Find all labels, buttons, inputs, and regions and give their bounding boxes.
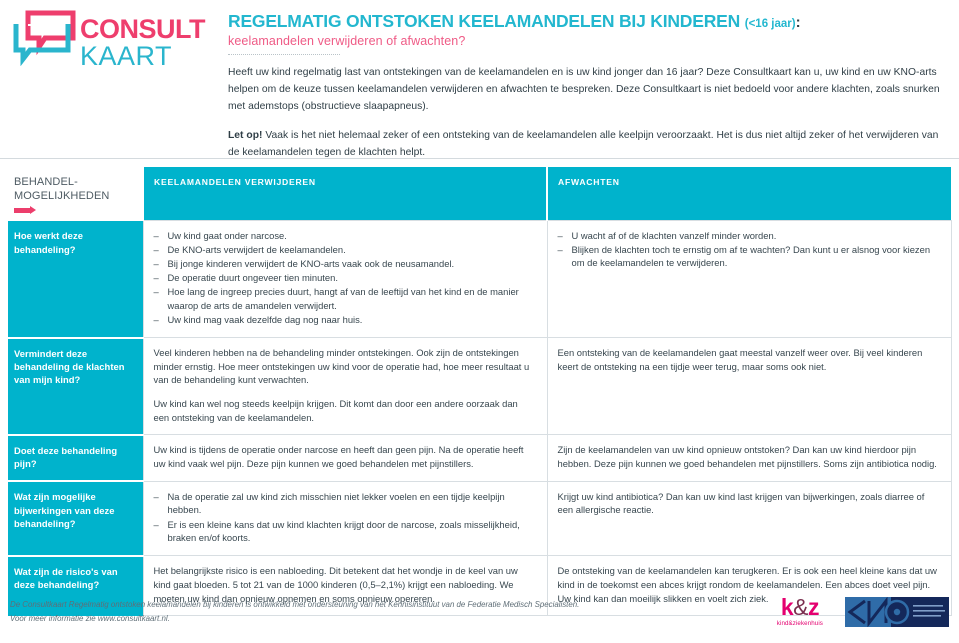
page-header: [0, 0, 959, 158]
list-item: – Blijken de klachten toch te ernstig om af te wachten? Dan kunt u er alsnog voor kiezen om de keelamandelen te verwijderen.: [558, 243, 939, 270]
column-header-afwachten: AFWACHTEN: [547, 167, 951, 220]
kz-logo-amp: &: [793, 593, 808, 620]
row-label: Vermindert deze behandeling de klachten van mijn kind?: [8, 338, 143, 435]
row-label: Hoe werkt deze behandeling?: [8, 220, 143, 337]
cell-afwachten: [547, 220, 951, 337]
intro-paragraph-2: [228, 128, 945, 161]
cell-paragraph: Uw kind is tijdens de operatie onder narcose en heeft dan geen pijn. Na de operatie heeft uw kind vaak wel pijn. Deze pijn kunnen we goed behandelen met pijnstillers.: [153, 444, 524, 469]
list-item: – Hoe lang de ingreep precies duurt, hangt af van de leeftijd van het kind en de manier waarop de arts de amandelen verwijdert.: [154, 285, 535, 312]
cell-afwachten: [547, 481, 951, 556]
header-text-block: [228, 8, 959, 158]
list-item: – Uw kind mag vaak dezelfde dag nog naar huis.: [154, 313, 535, 327]
intro-paragraph-1: Heeft uw kind regelmatig last van ontstekingen van de keelamandelen en is uw kind jonger dan 16 jaar? Deze Consultkaart kan u, uw kind en uw KNO-arts helpen om de keuze tussen keelamandelen verwijderen en afwachten te bespreken. Deze Consultkaart is niet bedoeld voor andere klachten, zoals snurken met ademstops (obstructieve slaapapneus).: [228, 67, 940, 112]
note-text: Vaak is het niet helemaal zeker of een ontsteking van de keelamandelen alle keelpijn veroorzaakt. Het is dus niet altijd zeker of het verwijderen van de keelamandelen tegen de klachten helpt.: [228, 130, 939, 158]
note-label: Let op!: [228, 130, 263, 142]
cell-afwachten: [547, 435, 951, 482]
footer-logos: [776, 593, 951, 628]
table-row: [8, 435, 951, 482]
list-item: – De operatie duurt ongeveer tien minuten.: [154, 271, 535, 285]
logo-text-kaart: KAART: [80, 41, 173, 71]
kz-logo-z: z: [807, 593, 819, 620]
kz-logo-k: k: [780, 593, 794, 620]
kz-logo-subtitle: kind&ziekenhuis: [776, 620, 823, 628]
kno-vereniging-logo: [845, 597, 949, 627]
footer-credit-line1: De Consultkaart Regelmatig ontstoken keelamandelen bij kinderen is ontwikkeld met ondersteuning van het Kennisinstituut van de Federatie Medisch Specialisten.: [10, 600, 580, 610]
page-footer: [0, 585, 959, 643]
cell-paragraph: Krijgt uw kind antibiotica? Dan kan uw kind last krijgen van bijwerkingen, zoals diarree of een allergische reactie.: [557, 490, 925, 516]
list-item: – Er is een kleine kans dat uw kind klachten krijgt door de narcose, zoals misselijkheid, braken en/of koorts.: [154, 518, 535, 545]
treatment-options-table: [8, 167, 952, 616]
row-label: Doet deze behandeling pijn?: [8, 435, 143, 482]
logo-text-consult: CONSULT: [80, 14, 205, 44]
cell-paragraph: De ontsteking van de keelamandelen kan terugkeren. Er is ook een heel kleine kans dat uw kind in de toekomst een abces krijgt rondom de keelamandelen. Een abces doet veel pijn. Uw kind kan dan moeilijk slikken en voelt zich ziek.: [557, 565, 937, 604]
list-item: – De KNO-arts verwijdert de keelamandelen.: [154, 243, 535, 257]
page-subtitle: keelamandelen verwijderen of afwachten?: [228, 34, 466, 49]
list-item: – Na de operatie zal uw kind zich misschien niet lekker voelen en een tijdje keelpijn hebben.: [154, 490, 535, 517]
page-title-qualifier: (<16 jaar): [744, 18, 796, 30]
page-title: [228, 11, 945, 31]
row-label: Wat zijn mogelijke bijwerkingen van deze behandeling?: [8, 481, 143, 556]
cell-afwachten: [547, 338, 951, 435]
table-corner-line1: BEHANDEL-: [14, 176, 78, 188]
dash-list: [154, 229, 535, 327]
cell-paragraph: Veel kinderen hebben na de behandeling minder ontstekingen. Ook zijn de ontstekingen minder ernstig. Hoe meer ontstekingen uw kind voor de operatie had, hoe meer resultaat u van de behandeling kunt verwachten.: [153, 347, 530, 386]
cell-verwijderen: [143, 481, 547, 556]
cell-verwijderen: [143, 435, 547, 482]
kz-logo-wordmark: [777, 593, 823, 620]
table-header-row: [8, 167, 951, 220]
cell-paragraph: Uw kind kan wel nog steeds keelpijn krijgen. Dit komt dan door een andere oorzaak dan een ontsteking van de keelamandelen.: [153, 397, 518, 423]
column-header-verwijderen: KEELAMANDELEN VERWIJDEREN: [143, 167, 547, 220]
kind-en-ziekenhuis-logo: [776, 593, 823, 628]
row-label: Wat zijn de risico's van deze behandeling?: [8, 556, 143, 616]
cell-paragraph: Het belangrijkste risico is een nabloeding. Dit betekent dat het wondje in de keel van uw kind gaat bloeden. 5 tot 21 van de 1000 kinderen (0,5–2,1%) krijgt een nabloeding. We moeten uw kind dan opnieuw opnemen en soms opnieuw opereren.: [153, 565, 518, 604]
page-title-main: REGELMATIG ONTSTOKEN KEELAMANDELEN BIJ KINDEREN: [228, 11, 741, 31]
table-row: [8, 220, 951, 337]
cell-paragraph: Zijn de keelamandelen van uw kind opnieuw ontstoken? Dan kan uw kind hierdoor pijn hebben. Deze pijn kunnen we goed behandelen met pijnstillers. Soms zijn antibiotica nodig.: [557, 444, 937, 469]
treatment-options-table-wrap: [0, 167, 959, 616]
dash-list: [154, 490, 535, 545]
arrow-right-icon: [14, 208, 31, 213]
dotted-divider: [228, 54, 340, 55]
table-row: [8, 338, 951, 435]
page-title-colon: :: [795, 14, 801, 31]
list-item: – U wacht af of de klachten vanzelf minder worden.: [558, 229, 939, 243]
footer-credit: [8, 598, 777, 625]
table-corner-line2: MOGELIJKHEDEN: [14, 190, 110, 203]
list-item: – Uw kind gaat onder narcose.: [154, 229, 535, 243]
footer-credit-line2: Voor meer informatie zie www.consultkaart.nl.: [10, 614, 170, 623]
table-row: [8, 481, 951, 556]
table-body: [8, 220, 951, 616]
cell-paragraph: Een ontsteking van de keelamandelen gaat meestal vanzelf weer over. Bij veel kinderen keert de ontsteking na een tijdje weer terug, maar soms ook niet.: [557, 347, 923, 372]
table-corner-header: [8, 167, 143, 220]
dash-list: [558, 229, 939, 270]
list-item: – Bij jonge kinderen verwijdert de KNO-arts vaak ook de neusamandel.: [154, 257, 535, 271]
cell-verwijderen: [143, 220, 547, 337]
cell-verwijderen: [143, 338, 547, 435]
consultkaart-logo: [0, 8, 228, 158]
